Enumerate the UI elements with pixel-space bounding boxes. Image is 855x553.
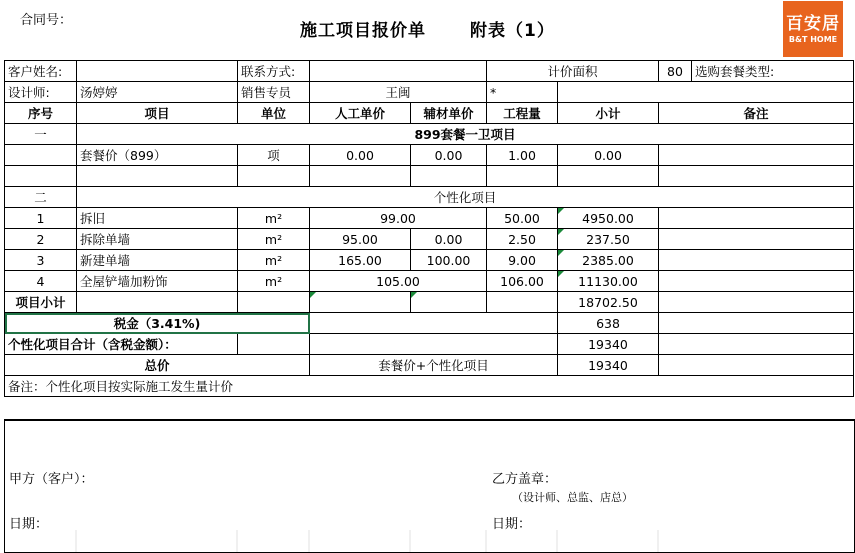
- package-item-unit[interactable]: 项: [238, 145, 310, 166]
- note-text: 备注：个性化项目按实际施工发生量计价: [5, 376, 854, 397]
- table-cell[interactable]: [238, 166, 310, 187]
- section2-title: 个性化项目: [77, 187, 854, 208]
- grand-total-label: 总价: [5, 355, 310, 376]
- table-cell[interactable]: [310, 313, 558, 334]
- customer-label: 客户姓名:: [5, 61, 77, 82]
- row-qty[interactable]: 106.00: [487, 271, 558, 292]
- row-unit[interactable]: m²: [238, 250, 310, 271]
- table-cell[interactable]: [5, 145, 77, 166]
- item-subtotal-row: [5, 292, 854, 313]
- logo-text-en: B&T HOME: [788, 34, 838, 44]
- contract-number-label: 合同号：: [20, 13, 73, 28]
- grand-total-value[interactable]: 19340: [558, 355, 659, 376]
- designer-label: 设计师:: [5, 82, 77, 103]
- table-cell[interactable]: [487, 292, 558, 313]
- package-item-labor[interactable]: 0.00: [310, 145, 411, 166]
- row-no[interactable]: 3: [5, 250, 77, 271]
- table-cell[interactable]: [659, 313, 854, 334]
- row-qty[interactable]: 9.00: [487, 250, 558, 271]
- sales-label: 销售专员: [238, 82, 310, 103]
- table-cell[interactable]: [310, 292, 411, 313]
- package-item-remark[interactable]: [659, 145, 854, 166]
- row-no[interactable]: 2: [5, 229, 77, 250]
- sheet-header: [0, 0, 855, 60]
- row-qty[interactable]: 2.50: [487, 229, 558, 250]
- row-material[interactable]: 100.00: [411, 250, 487, 271]
- party-b-sub: （设计师、总监、店总）: [512, 491, 633, 504]
- row-subtotal[interactable]: 4950.00: [558, 208, 659, 229]
- column-header-row: [5, 103, 854, 124]
- section1-header-row: [5, 124, 854, 145]
- col-header-unit: 单位: [238, 103, 310, 124]
- table-cell[interactable]: [77, 166, 238, 187]
- contact-cell[interactable]: [310, 61, 487, 82]
- row-name[interactable]: 全屋铲墙加粉饰: [77, 271, 238, 292]
- section1-title: 899套餐一卫项目: [77, 124, 854, 145]
- customer-cell[interactable]: [77, 61, 238, 82]
- tax-row: [5, 313, 854, 334]
- quotation-table: [4, 60, 854, 397]
- designer-value[interactable]: 汤婷婷: [77, 82, 238, 103]
- table-cell[interactable]: [659, 166, 854, 187]
- personal-total-value[interactable]: 19340: [558, 334, 659, 355]
- star-cell[interactable]: *: [487, 82, 558, 103]
- bt-home-logo: [783, 1, 843, 57]
- row-name[interactable]: 新建单墙: [77, 250, 238, 271]
- personal-total-label: 个性化项目合计（含税金额）：: [5, 334, 238, 355]
- row-remark[interactable]: [659, 208, 854, 229]
- col-header-item: 项目: [77, 103, 238, 124]
- table-cell[interactable]: [411, 166, 487, 187]
- section2-header-row: [5, 187, 854, 208]
- empty-row: [5, 166, 854, 187]
- table-cell[interactable]: [411, 292, 487, 313]
- table-cell[interactable]: [659, 334, 854, 355]
- table-cell[interactable]: [238, 292, 310, 313]
- row-unit[interactable]: m²: [238, 208, 310, 229]
- col-header-no: 序号: [5, 103, 77, 124]
- row-labor[interactable]: 105.00: [310, 271, 487, 292]
- col-header-qty: 工程量: [487, 103, 558, 124]
- contact-label: 联系方式:: [238, 61, 310, 82]
- package-item-qty[interactable]: 1.00: [487, 145, 558, 166]
- party-a-label: 甲方（客户）：: [9, 472, 94, 487]
- date-a-label: 日期：: [9, 517, 49, 532]
- package-item-material[interactable]: 0.00: [411, 145, 487, 166]
- col-header-material: 辅材单价: [411, 103, 487, 124]
- table-row: [5, 208, 854, 229]
- personal-total-row: [5, 334, 854, 355]
- note-row: [5, 376, 854, 397]
- info-empty-cell[interactable]: [558, 82, 854, 103]
- table-row: [5, 271, 854, 292]
- tax-label[interactable]: 税金（3.41%): [5, 313, 310, 334]
- table-row: [5, 229, 854, 250]
- row-name[interactable]: 拆旧: [77, 208, 238, 229]
- table-cell[interactable]: [310, 166, 411, 187]
- item-subtotal-value[interactable]: 18702.50: [558, 292, 659, 313]
- row-no[interactable]: 4: [5, 271, 77, 292]
- col-header-remark: 备注: [659, 103, 854, 124]
- section1-num: 一: [5, 124, 77, 145]
- row-subtotal[interactable]: 11130.00: [558, 271, 659, 292]
- row-material[interactable]: 0.00: [411, 229, 487, 250]
- row-no[interactable]: 1: [5, 208, 77, 229]
- date-b-label: 日期：: [492, 517, 532, 532]
- item-subtotal-label: 项目小计: [5, 292, 77, 313]
- page-title: 施工项目报价单: [300, 21, 426, 41]
- area-value[interactable]: 80: [659, 61, 692, 82]
- row-name[interactable]: 拆除单墙: [77, 229, 238, 250]
- table-cell[interactable]: [487, 166, 558, 187]
- col-header-subtotal: 小计: [558, 103, 659, 124]
- row-qty[interactable]: 50.00: [487, 208, 558, 229]
- table-cell[interactable]: [310, 334, 558, 355]
- row-subtotal[interactable]: 2385.00: [558, 250, 659, 271]
- logo-text-cn: 百安居: [786, 13, 840, 34]
- signature-area: [4, 419, 855, 553]
- table-cell[interactable]: [77, 292, 238, 313]
- row-unit[interactable]: m²: [238, 229, 310, 250]
- info-row-2: [5, 82, 854, 103]
- grand-total-row: [5, 355, 854, 376]
- row-remark[interactable]: [659, 271, 854, 292]
- area-label: 计价面积: [487, 61, 659, 82]
- table-row: [5, 250, 854, 271]
- col-header-labor: 人工单价: [310, 103, 411, 124]
- row-labor[interactable]: 165.00: [310, 250, 411, 271]
- package-item-name[interactable]: 套餐价（899）: [77, 145, 238, 166]
- row-labor[interactable]: 95.00: [310, 229, 411, 250]
- row-unit[interactable]: m²: [238, 271, 310, 292]
- package-item-row: [5, 145, 854, 166]
- table-cell[interactable]: [238, 334, 310, 355]
- row-labor[interactable]: 99.00: [310, 208, 487, 229]
- tax-value[interactable]: 638: [558, 313, 659, 334]
- table-cell[interactable]: [659, 292, 854, 313]
- row-remark[interactable]: [659, 250, 854, 271]
- section2-num: 二: [5, 187, 77, 208]
- sales-value[interactable]: 王闽: [310, 82, 487, 103]
- package-item-subtotal[interactable]: 0.00: [558, 145, 659, 166]
- appendix-label: 附表（1）: [470, 21, 555, 41]
- info-row-1: [5, 61, 854, 82]
- table-cell[interactable]: [5, 166, 77, 187]
- row-remark[interactable]: [659, 229, 854, 250]
- grand-total-formula: 套餐价+个性化项目: [310, 355, 558, 376]
- row-subtotal[interactable]: 237.50: [558, 229, 659, 250]
- table-cell[interactable]: [558, 166, 659, 187]
- party-b-label: 乙方盖章：: [492, 472, 558, 487]
- table-cell[interactable]: [659, 355, 854, 376]
- package-type-label: 选购套餐类型:: [692, 61, 854, 82]
